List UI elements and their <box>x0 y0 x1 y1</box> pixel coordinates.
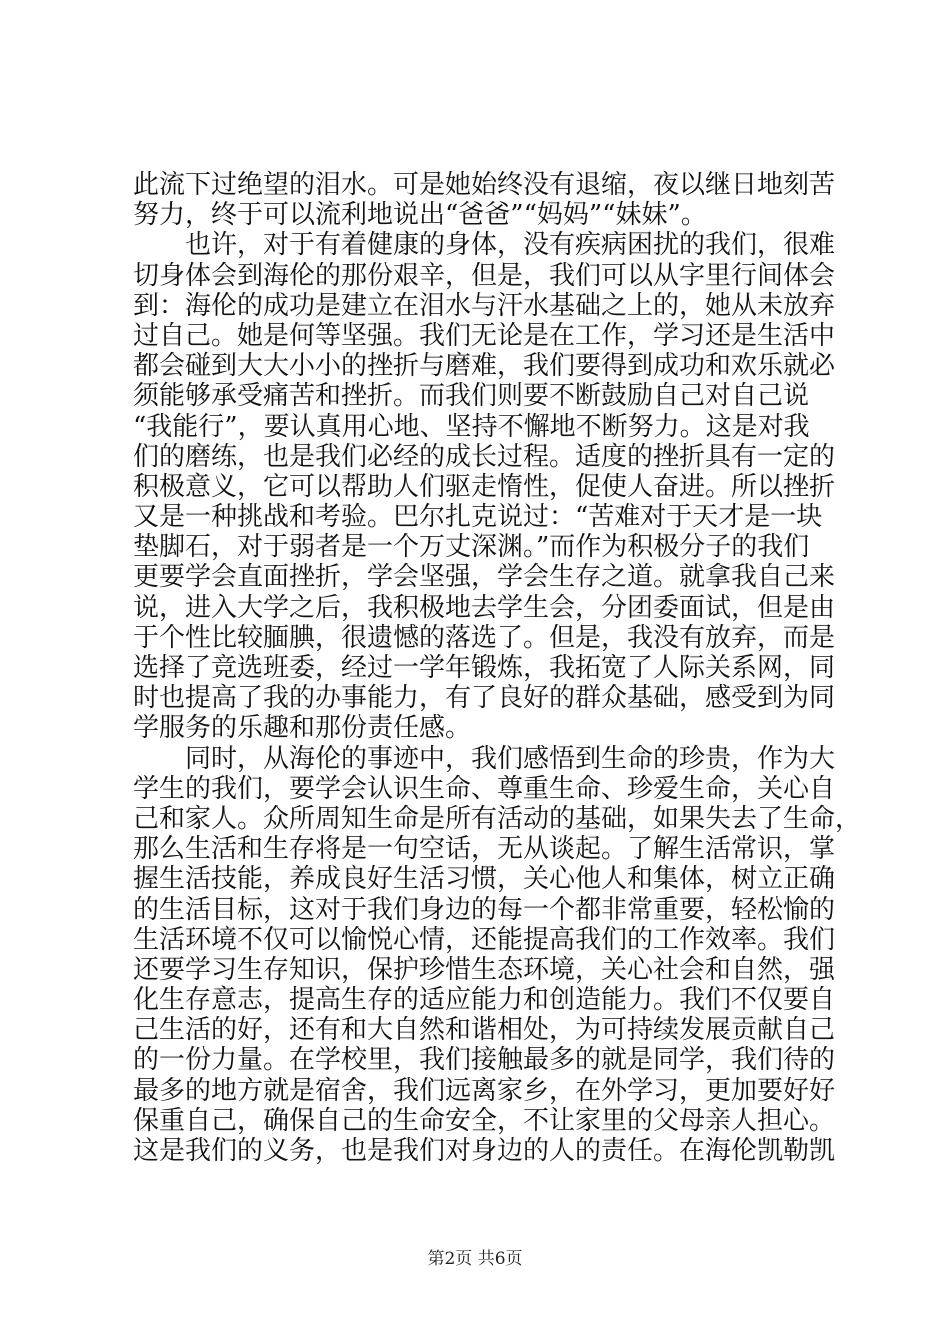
text-line: 那么生活和生存将是一句空话，无从谈起。了解生活常识，掌 <box>133 834 836 865</box>
document-body <box>133 170 862 1166</box>
text-line: 又是一种挑战和考验。巴尔扎克说过：“苦难对于天才是一块 <box>133 502 823 533</box>
text-line: 最多的地方就是宿舍，我们远离家乡，在外学习，更加要好好 <box>133 1075 836 1106</box>
text-line: 们的磨练，也是我们必经的成长过程。适度的挫折具有一定的 <box>133 441 836 472</box>
text-line: 学生的我们，要学会认识生命、尊重生命、珍爱生命，关心自 <box>133 773 836 804</box>
text-line: 于个性比较腼腆，很遗憾的落选了。但是，我没有放弃，而是 <box>133 622 836 653</box>
text-line: 还要学习生存知识，保护珍惜生态环境，关心社会和自然，强 <box>133 954 836 985</box>
text-line: 保重自己，确保自己的生命安全，不让家里的父母亲人担心。 <box>133 1105 836 1136</box>
text-line: 更要学会直面挫折，学会坚强，学会生存之道。就拿我自己来 <box>133 562 836 593</box>
text-line: 须能够承受痛苦和挫折。而我们则要不断鼓励自己对自己说 <box>133 381 810 412</box>
text-line: 积极意义，它可以帮助人们驱走惰性，促使人奋进。所以挫折 <box>133 471 836 502</box>
text-line: 垫脚石，对于弱者是一个万丈深渊。”而作为积极分子的我们 <box>133 532 810 563</box>
page-footer: 第2页 共6页 <box>427 1249 523 1269</box>
text-line: “我能行”，要认真用心地、坚持不懈地不断努力。这是对我 <box>133 411 810 442</box>
text-line: 切身体会到海伦的那份艰辛，但是，我们可以从字里行间体会 <box>133 260 836 291</box>
text-line: 的一份力量。在学校里，我们接触最多的就是同学，我们待的 <box>133 1045 836 1076</box>
text-line: 己和家人。众所周知生命是所有活动的基础，如果失去了生命， <box>133 803 862 834</box>
text-line: 化生存意志，提高生存的适应能力和创造能力。我们不仅要自 <box>133 985 836 1016</box>
text-line: 也许，对于有着健康的身体，没有疾病困扰的我们，很难 <box>185 230 836 261</box>
text-line: 这是我们的义务，也是我们对身边的人的责任。在海伦凯勒凯 <box>133 1136 836 1166</box>
text-line: 的生活目标，这对于我们身边的每一个都非常重要，轻松愉的 <box>133 894 836 925</box>
text-line: 都会碰到大大小小的挫折与磨难，我们要得到成功和欢乐就必 <box>133 351 836 382</box>
text-line: 生活环境不仅可以愉悦心情，还能提高我们的工作效率。我们 <box>133 924 836 955</box>
text-line: 握生活技能，养成良好生活习惯，关心他人和集体，树立正确 <box>133 864 836 895</box>
text-line: 选择了竞选班委，经过一学年锻炼，我拓宽了人际关系网，同 <box>133 653 836 683</box>
text-line: 学服务的乐趣和那份责任感。 <box>133 713 472 744</box>
text-line: 同时，从海伦的事迹中，我们感悟到生命的珍贵，作为大 <box>185 743 836 774</box>
text-line: 时也提高了我的办事能力，有了良好的群众基础，感受到为同 <box>133 683 836 714</box>
text-line: 到：海伦的成功是建立在泪水与汗水基础之上的，她从未放弃 <box>133 290 836 321</box>
text-line: 说，进入大学之后，我积极地去学生会，分团委面试，但是由 <box>133 592 836 623</box>
text-line: 过自己。她是何等坚强。我们无论是在工作，学习还是生活中 <box>133 320 836 351</box>
text-line: 努力，终于可以流利地说出“爸爸”“妈妈”“妹妹”。 <box>133 200 707 231</box>
text-line: 此流下过绝望的泪水。可是她始终没有退缩，夜以继日地刻苦 <box>133 170 836 200</box>
text-line: 己生活的好，还有和大自然和谐相处，为可持续发展贡献自己 <box>133 1015 836 1046</box>
